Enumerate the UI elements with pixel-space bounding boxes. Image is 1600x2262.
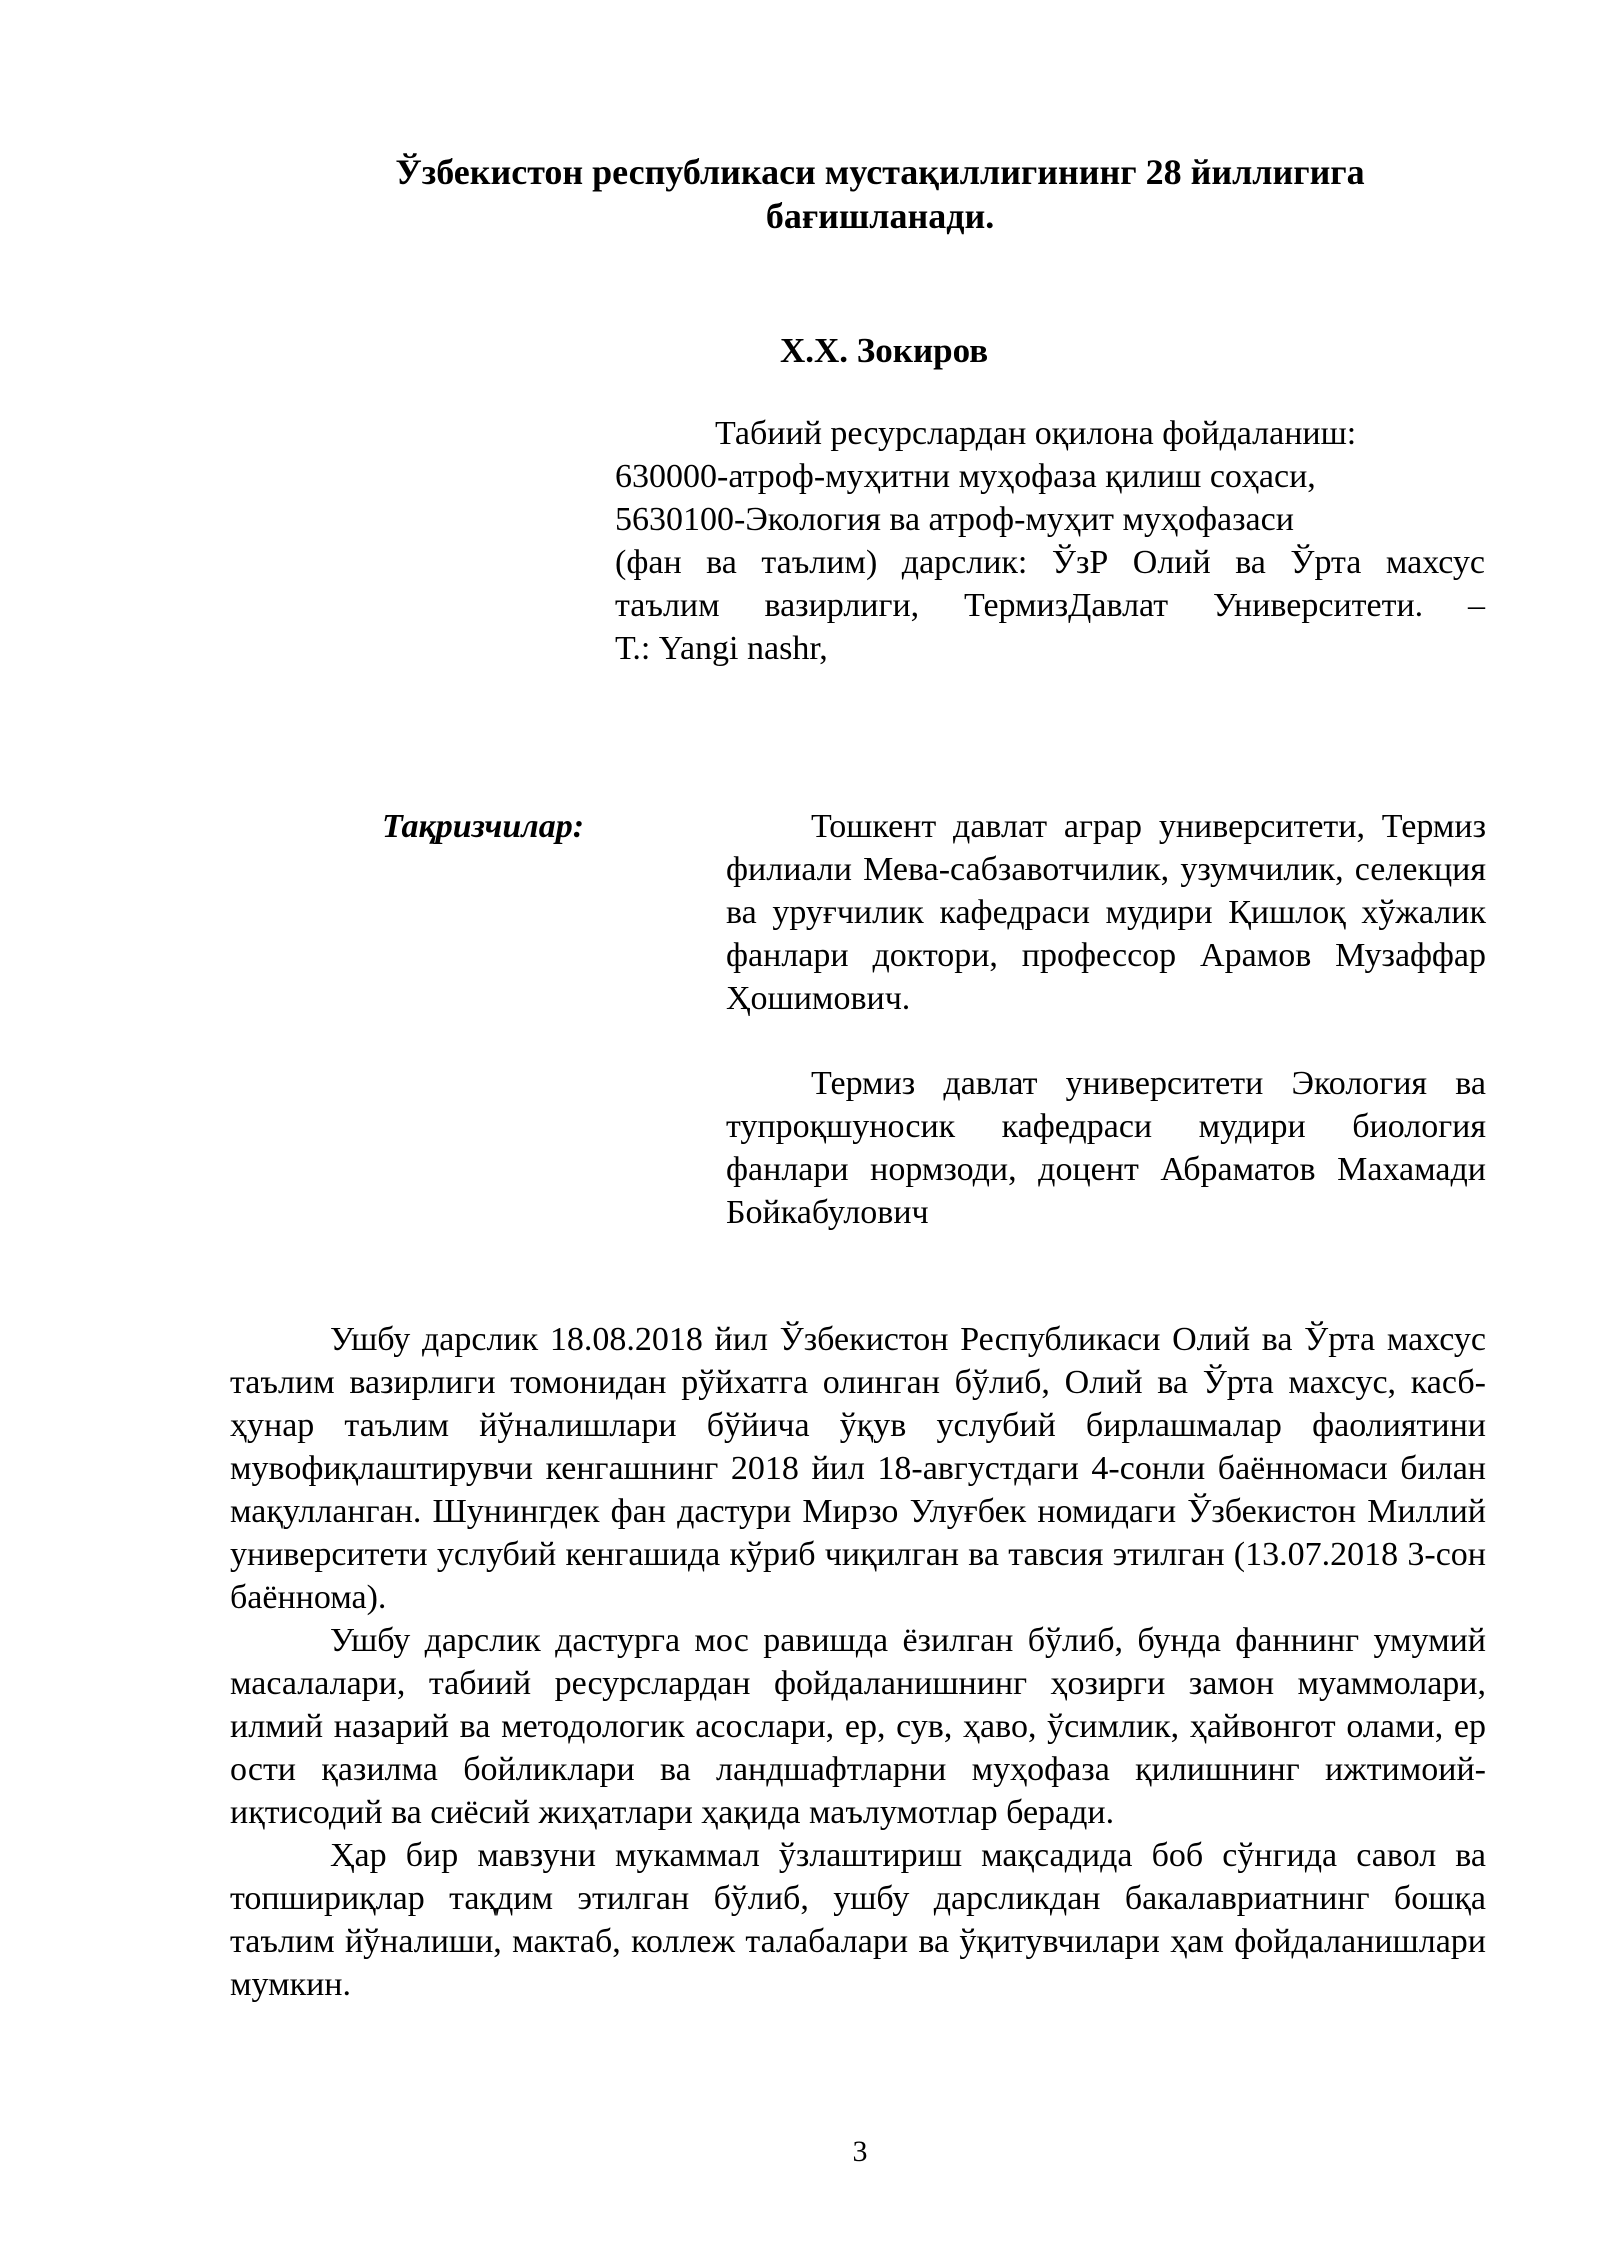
body-text xyxy=(230,1318,1486,2006)
bibliographic-description xyxy=(615,412,1485,670)
reviewer-2-text: Термиз давлат университети Экология ва тупроқшуносик кафедраси мудири биология фанлари нормзоди, доцент Абраматов Махамади Бойкабулович xyxy=(726,1065,1486,1231)
reviewer-1-text: Тошкент давлат аграр университети, Термиз филиали Мева-сабзавотчилик, узумчилик, селекция ва уруғчилик кафедраси мудири Қишлоқ хўжалик фанлари доктори, профессор Арамов Музаффар Ҳошимович. xyxy=(726,808,1486,1017)
dedication-line-1: Ўзбекистон республикаси мустақиллигининг 28 йиллигига xyxy=(395,152,1365,192)
body-paragraph-3: Ҳар бир мавзуни мукаммал ўзлаштириш мақсадида боб сўнгида савол ва топшириқлар тақдим этилган бўлиб, ушбу дарсликдан бакалавриатнинг бошқа таълим йўналиши, мактаб, коллеж талабалари ва ўқитувчилари ҳам фойдаланишлари мумкин. xyxy=(230,1837,1486,2003)
page-number: 3 xyxy=(852,2135,868,2168)
biblio-line-2: 630000-атроф-муҳитни муҳофаза қилиш соҳаси, xyxy=(615,458,1316,495)
reviewers-label: Тақризчилар: xyxy=(382,808,585,845)
body-paragraph-1: Ушбу дарслик 18.08.2018 йил Ўзбекистон Республикаси Олий ва Ўрта махсус таълим вазирлиги томонидан рўйхатга олинган бўлиб, Олий ва Ўрта махсус, касб-ҳунар таълим йўналишлари бўйича ўқув услубий бирлашмалар фаолиятини мувофиқлаштирувчи кенгашнинг 2018 йил 18-августдаги 4-сонли баённомаси билан мақулланган. Шунингдек фан дастури Мирзо Улуғбек номидаги Ўзбекистон Миллий университети услубий кенгашида кўриб чиқилган ва тавсия этилган (13.07.2018 3-сон баённома). xyxy=(230,1321,1486,1616)
author-name: Х.Х. Зокиров xyxy=(780,331,989,370)
dedication-line-2: бағишланади. xyxy=(765,196,995,236)
biblio-line-6: Т.: Yangi nashr, xyxy=(615,630,828,667)
biblio-line-1: Табиий ресурслардан оқилона фойдаланиш: xyxy=(715,415,1357,452)
dedication-heading xyxy=(280,150,1480,238)
biblio-line-4: (фан ва таълим) дарслик: ЎзР Олий ва Ўрта махсус xyxy=(615,544,1485,581)
biblio-line-5: таълим вазирлиги, ТермизДавлат Университети. – xyxy=(615,587,1485,624)
body-paragraph-2: Ушбу дарслик дастурга мос равишда ёзилган бўлиб, бунда фаннинг умумий масалалари, табиий ресурслардан фойдаланишнинг ҳозирги замон муаммолари, илмий назарий ва методологик асослари, ер, сув, ҳаво, ўсимлик, ҳайвонгот олами, ер ости қазилма бойликлари ва ландшафтларни муҳофаза қилишнинг ижтимоий-иқтисодий ва сиёсий жиҳатлари ҳақида маълумотлар беради. xyxy=(230,1622,1486,1831)
biblio-line-3: 5630100-Экология ва атроф-муҳит муҳофазаси xyxy=(615,501,1294,538)
